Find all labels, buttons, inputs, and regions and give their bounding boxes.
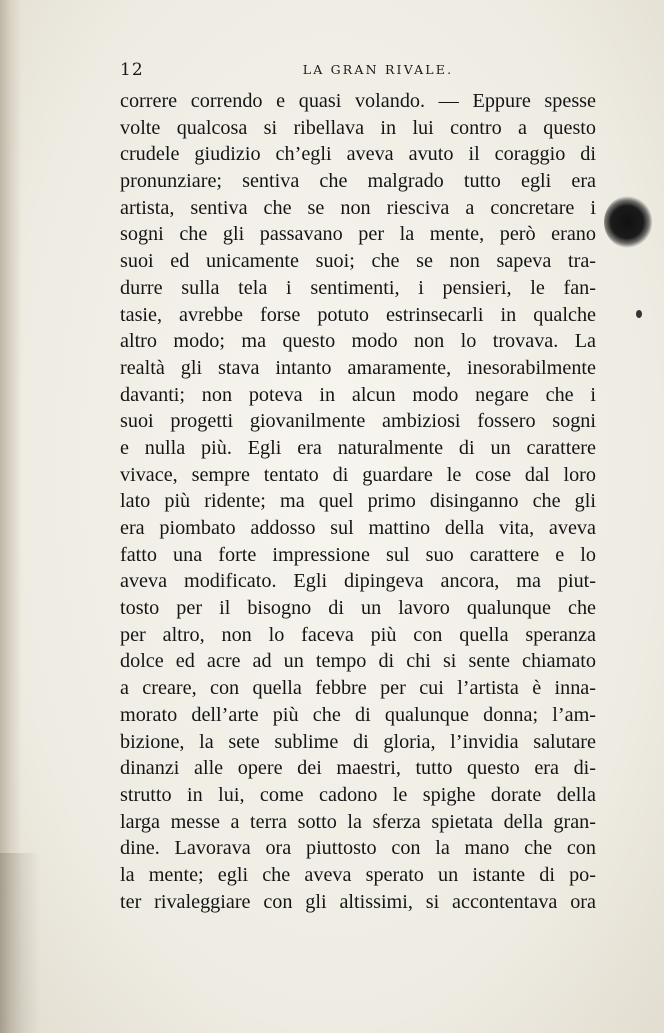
text-line: tosto per il bisogno di un lavoro qualunque che [120, 597, 596, 620]
text-line: davanti; non poteva in alcun modo negare che i [120, 383, 596, 406]
text-line: lato più ridente; ma quel primo disinganno che gli [120, 490, 596, 513]
page-number: 12 [120, 60, 144, 80]
text-line: ter rivaleggiare con gli altissimi, si accontentava ora [120, 890, 596, 913]
text-line: suoi ed unicamente suoi; che se non sapeva tra- [120, 250, 596, 273]
body-text [120, 88, 596, 915]
text-line: crudele giudizio ch’egli aveva avuto il coraggio di [120, 143, 596, 166]
ink-speck [636, 310, 642, 318]
text-line: sogni che gli passavano per la mente, però erano [120, 223, 596, 246]
text-line: e nulla più. Egli era naturalmente di un carattere [120, 436, 596, 459]
text-line: per altro, non lo faceva più con quella speranza [120, 623, 596, 646]
page-corner-shadow [0, 853, 40, 1033]
text-line: volte qualcosa si ribellava in lui contro a questo [120, 116, 596, 139]
text-line: realtà gli stava intanto amaramente, inesorabilmente [120, 356, 596, 379]
text-line: larga messe a terra sotto la sferza spietata della gran- [120, 810, 596, 833]
text-line: dinanzi alle opere dei maestri, tutto questo era di- [120, 757, 596, 780]
text-line: bizione, la sete sublime di gloria, l’invidia salutare [120, 730, 596, 753]
text-line: suoi progetti giovanilmente ambiziosi fossero sogni [120, 410, 596, 433]
text-line: correre correndo e quasi volando. — Eppure spesse [120, 90, 596, 112]
text-line: fatto una forte impressione sul suo carattere e lo [120, 543, 596, 566]
text-line: aveva modificato. Egli dipingeva ancora, ma piut- [120, 570, 596, 593]
text-line: era piombato addosso sul mattino della vita, aveva [120, 517, 596, 539]
text-line: artista, sentiva che se non riesciva a concretare i [120, 196, 596, 219]
text-line: tasie, avrebbe forse potuto estrinsecarli in qualche [120, 303, 596, 326]
text-line: dine. Lavorava ora piuttosto con la mano che con [120, 837, 596, 860]
text-line: vivace, sempre tentato di guardare le cose dal loro [120, 463, 596, 486]
text-line: morato dell’arte più che di qualunque donna; l’am- [120, 703, 596, 726]
text-line: dolce ed acre ad un tempo di chi si sente chiamato [120, 650, 596, 673]
text-line: durre sulla tela i sentimenti, i pensieri, le fan- [120, 276, 596, 299]
text-line: la mente; egli che aveva sperato un istante di po- [120, 863, 596, 886]
ink-stain [604, 196, 652, 248]
running-title: LA GRAN RIVALE. [302, 62, 454, 77]
text-line: strutto in lui, come cadono le spighe dorate della [120, 783, 596, 806]
text-line: altro modo; ma questo modo non lo trovava. La [120, 330, 596, 353]
text-line: a creare, con quella febbre per cui l’artista è inna- [120, 677, 596, 700]
running-head [120, 60, 596, 86]
text-line: pronunziare; sentiva che malgrado tutto egli era [120, 170, 596, 193]
